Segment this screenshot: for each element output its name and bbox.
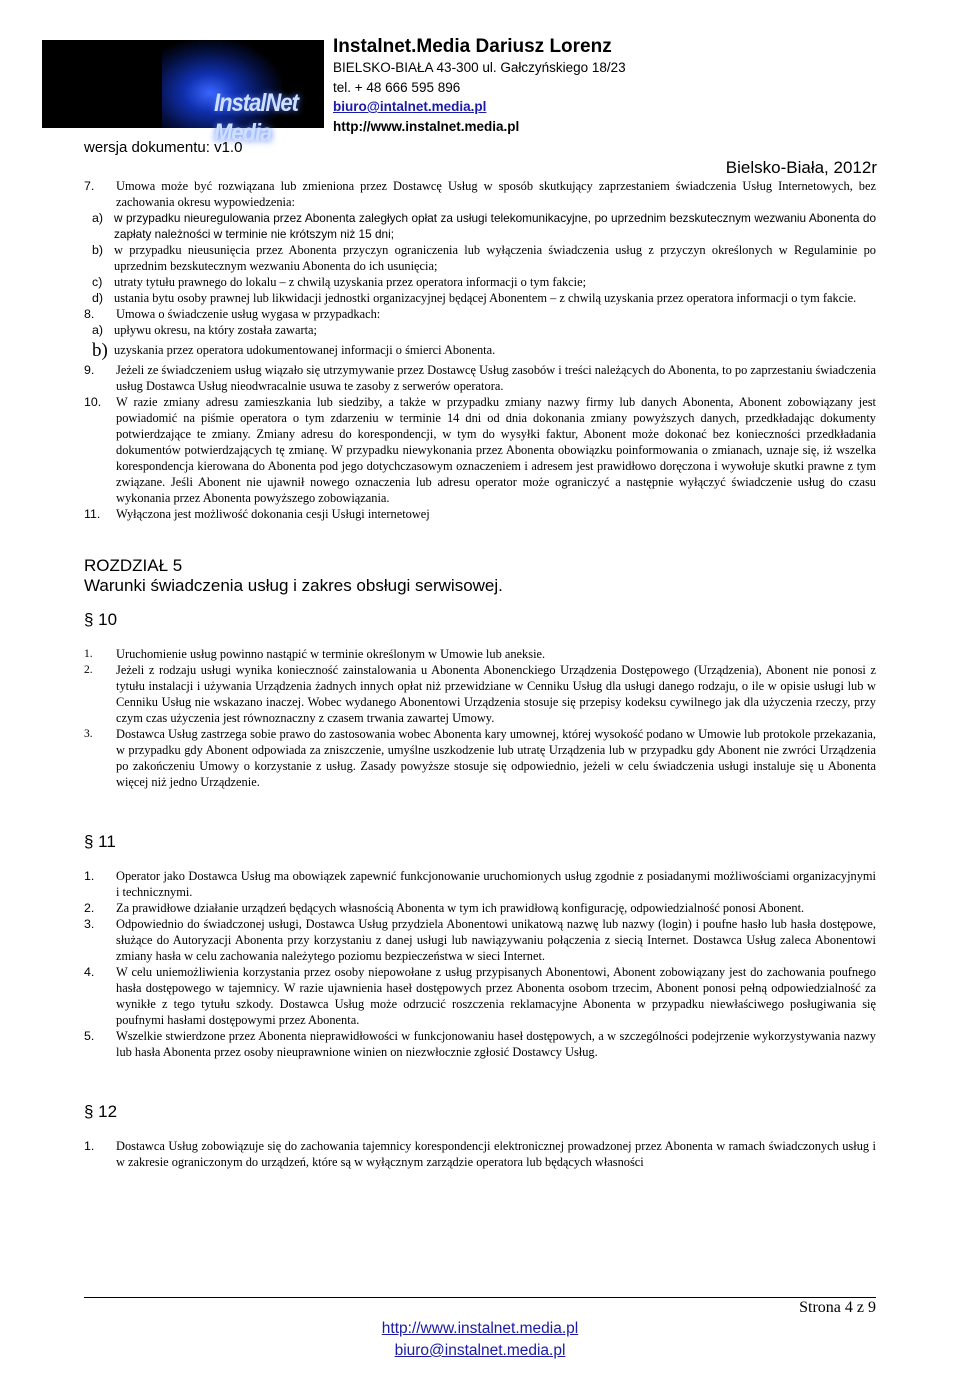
paragraph-heading-11: § 11 [84,832,116,851]
list-item: 1. Operator jako Dostawca Usług ma obowiązek zapewnić funkcjonowanie uruchomionych usług zgodnie z posiadanymi możliwościami organizacyjnymi i technicznymi. [84,869,876,899]
clause-9 [84,362,876,394]
sub-clause: b) uzyskania przez operatora udokumentowanej informacji o śmierci Abonenta. [92,340,496,361]
page-number: Strona 4 z 9 [799,1299,876,1316]
list-item: 2. Za prawidłowe działanie urządzeń będących własnością Abonenta w tym ich prawidłową konfigurację, odpowiedzialność ponosi Abonent. [84,901,805,915]
clause-number: 8. [84,307,95,321]
company-address: BIELSKO-BIAŁA 43-300 ul. Gałczyńskiego 18/23 [333,60,626,75]
clause-text: W razie zmiany adresu zamieszkania lub siedziby, a także w przypadku zmiany nazwy firmy lub danych Abonenta, Abonent zobowiązany jest powiadomić na piśmie operatora o tym zdarzeniu w terminie 14 dni od dnia dokonania zmiany powyższych danych, przedkładając dokumenty potwierdzające te zmiany. Zmiany adresu do korespondencji, w tym do wysyłki faktur, Abonent może dokonać bez konieczności przedkładania dokumentów potwierdzających tę zmianę. W przypadku niewykonania przez Abonenta obowiązku poinformowania o zmianach, uznaje się, iż wszelka korespondencja kierowana do Abonenta pod jego dotychczasowym oznaczeniem i adresem jest prawidłowo doręczona i wywołuje skutki prawne z tym związane. Jeśli Abonent nie ujawnił nowego oznaczenia lub adresu operator może ograniczyć a następnie wyłączyć świadczenie usług do czasu wykonania przez Abonenta powyższego zobowiązania. [116,395,876,505]
clause-number: 10. [84,395,102,409]
list-item: 1. Uruchomienie usług powinno nastąpić w terminie określonym w Umowie lub aneksie. [84,647,546,661]
place-date: Bielsko-Biała, 2012r [725,158,877,177]
company-email-link[interactable]: biuro@intalnet.media.pl [333,99,487,114]
clause-number: 7. [84,179,95,193]
clause-text: Umowa o świadczenie usług wygasa w przypadkach: [116,307,381,321]
paragraph-heading-12: § 12 [84,1102,118,1121]
list-item: 3. Dostawca Usług zastrzega sobie prawo do zastosowania wobec Abonenta kary umownej, której wysokość podano w Umowie lub protokole przekazania, w przypadku gdy Abonent odpowiada za zniszczenie, umyślne uszkodzenie lub utratę Urządzenia lub w przypadku gdy Abonent nie zwróci Urządzenia po zakończeniu Umowy o korzystanie z usług. Zasady powyższe stosuje się odpowiednio, jeżeli w celu świadczenia usługi instaluje się u Abonenta więcej niż jedno Urządzenie. [84,727,876,789]
clause-text: Jeżeli ze świadczeniem usług wiązało się utrzymywanie przez Dostawcę Usług zasobów i treści należących do Abonenta, to po zaprzestaniu świadczenia usług Dostawca Usług nieodwracalnie usuwa te zasoby z serwerów operatora. [116,363,876,393]
clause-number: 11. [84,507,101,521]
footer-divider [84,1297,876,1298]
sub-clause: d) ustania bytu osoby prawnej lub likwidacji jednostki organizacyjnej będącej Abonentem – z chwilą uzyskania przez operatora informacji o tym fakcie. [92,291,857,305]
list-item: 2. Jeżeli z rodzaju usługi wynika konieczność zainstalowania u Abonenta Abonenckiego Urządzenia Dostępowego (Urządzenia), Abonent nie ponosi z tytułu instalacji i używania Urządzenia żadnych innych opłat niż przewidziane w Cenniku Usług dla usługi danego rodzaju, o ile w opisie usługi lub w Cenniku Usług nie wskazano inaczej. Wobec wydanego Abonentowi Urządzenia stosuje się przepisy kodeksu cywilnego jak dla użyczenia rzeczy, przy czym czas użyczenia jest równoznaczny z czasem trwania zawartej Umowy. [84,663,876,725]
clause-text: Wyłączona jest możliwość dokonania cesji Usługi internetowej [116,507,430,521]
company-website[interactable]: http://www.instalnet.media.pl [333,119,520,134]
chapter-heading [84,556,876,596]
clause-8 [84,306,876,322]
list-item: 5. Wszelkie stwierdzone przez Abonenta nieprawidłowości w funkcjonowaniu haseł dostępowych, a w szczególności podejrzenie wykorzystywania nazwy lub hasła Abonenta przez osoby nieuprawnione winien on niezwłocznie zgłosić Dostawcy Usług. [84,1029,876,1059]
company-logo [42,40,324,147]
footer-email-link[interactable]: biuro@instalnet.media.pl [394,1342,566,1359]
company-phone: tel. + 48 666 595 896 [333,80,461,95]
sub-clause: a) upływu okresu, na który została zawarta; [92,323,317,337]
document-version: wersja dokumentu: v1.0 [84,139,243,156]
paragraph-heading-10: § 10 [84,610,118,629]
list-item: 3. Odpowiednio do świadczonej usługi, Dostawca Usług przydziela Abonentowi unikatową nazwę lub nazwy (login) i poufne hasło lub hasła dostępowe, służące do Autoryzacji Abonenta przy korzystaniu z danej usługi lub nawiązywaniu połączenia z siecią Internet. Dostawca Usług zaleca Abonentowi zmiany hasła w celu zachowania należytego poziomu bezpieczeństwa w sieci Internet. [84,917,876,963]
logo-text: InstalNet Media [214,88,298,147]
list-item: 4. W celu uniemożliwienia korzystania przez osoby niepowołane z usług przypisanych Abonentowi, Abonent zobowiązany jest do zachowania poufnego hasła dostępowego w tajemnicy. W razie ujawnienia haseł dostępowych przez Abonenta osobom trzecim, Abonent ponosi pełną odpowiedzialność za wynikłe z tego tytułu szkody. Dostawca Usług może odrzucić roszczenia reklamacyjne Abonenta w przypadku niewłaściwego posługiwania się poufnymi hasłami dostępowymi przez Abonenta. [84,965,876,1027]
sub-clause: c) utraty tytułu prawnego do lokalu – z chwilą uzyskania przez operatora informacji o tym fakcie; [92,275,587,289]
list-item: 1. Dostawca Usług zobowiązuje się do zachowania tajemnicy korespondencji elektronicznej prowadzonej przez Abonenta w ramach świadczonych usług i w zakresie ograniczonym do urządzeń, które są w wyłącznym zarządzie operatora lub będących własności [84,1139,876,1169]
clause-11 [84,506,876,522]
clause-7 [84,178,876,210]
clause-number: 9. [84,363,95,377]
footer-website-link[interactable]: http://www.instalnet.media.pl [381,1320,579,1337]
clause-text: Umowa może być rozwiązana lub zmieniona przez Dostawcę Usług w sposób skutkujący zaprzestaniem świadczenia Usług Internetowych, bez zachowania okresu wypowiedzenia: [116,179,876,209]
chapter-subtitle: Warunki świadczenia usług i zakres obsługi serwisowej. [84,576,503,595]
sub-clause: a) w przypadku nieuregulowania przez Abonenta zaległych opłat za usługi telekomunikacyjne, po uprzednim bezskutecznym wezwaniu Abonenta do zapłaty należności w terminie nie krótszym niż 15 dni; [92,211,876,241]
document-body [84,178,876,1170]
sub-clause: b) w przypadku nieusunięcia przez Abonenta przyczyn ograniczenia lub wyłączenia świadczenia usług z przyczyn określonych w Regulaminie po uprzednim bezskutecznym wezwaniu Abonenta do ich usunięcia; [92,243,876,273]
clause-10 [84,394,876,506]
company-name: Instalnet.Media Dariusz Lorenz [333,36,612,57]
chapter-title: ROZDZIAŁ 5 [84,556,183,575]
